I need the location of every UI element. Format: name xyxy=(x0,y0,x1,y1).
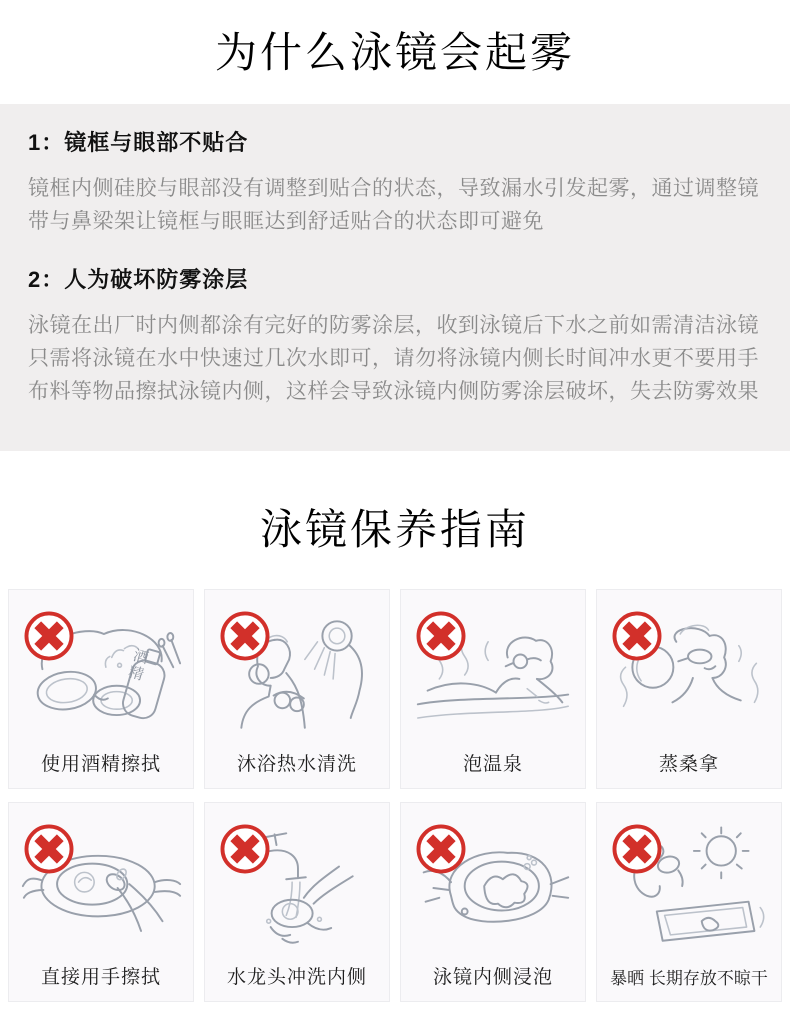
prohibition-icon xyxy=(219,823,271,875)
prohibition-icon xyxy=(23,823,75,875)
reason-1-heading: 1：镜框与眼部不贴合 xyxy=(28,130,249,155)
reason-2-body: 泳镜在出厂时内侧都涂有完好的防雾涂层，收到泳镜后下水之前如需清洁泳镜只需将泳镜在水中快速过几次水即可，请勿将泳镜内侧长时间冲水更不要用手布料等物品擦拭泳镜内侧，这样会导致泳镜内侧防雾涂层破坏，失去防雾效果 xyxy=(28,313,759,403)
fog-title-section xyxy=(0,0,790,104)
care-card-soaking xyxy=(400,802,586,1002)
care-card-sun-storage xyxy=(596,802,782,1002)
fog-title: 为什么泳镜会起雾 xyxy=(214,29,575,76)
prohibition-icon xyxy=(611,823,663,875)
alcohol-bottle-label: 酒精 xyxy=(124,646,151,684)
fog-info-panel xyxy=(0,104,790,451)
card-caption: 泡温泉 xyxy=(462,753,523,775)
reason-1-body: 镜框内侧硅胶与眼部没有调整到贴合的状态，导致漏水引发起雾，通过调整镜带与鼻梁架让镜框与眼眶达到舒适贴合的状态即可避免 xyxy=(28,177,759,233)
reason-2-heading: 2：人为破坏防雾涂层 xyxy=(28,266,249,292)
card-caption: 水龙头冲洗内侧 xyxy=(226,966,367,988)
card-caption: 沐浴热水清洗 xyxy=(236,753,357,775)
card-caption: 使用酒精擦拭 xyxy=(40,753,161,775)
prohibition-icon xyxy=(415,823,467,875)
care-card-grid xyxy=(0,589,790,1016)
card-caption: 暴晒 长期存放不晾干 xyxy=(610,968,768,988)
care-card-shower xyxy=(204,589,390,789)
care-card-alcohol xyxy=(8,589,194,789)
care-card-finger-wipe xyxy=(8,802,194,1002)
care-title-section xyxy=(0,451,790,589)
card-caption: 泳镜内侧浸泡 xyxy=(432,966,553,988)
care-title: 泳镜保养指南 xyxy=(259,505,530,553)
care-card-sauna xyxy=(596,589,782,789)
card-caption: 直接用手擦拭 xyxy=(40,966,161,988)
care-card-hot-spring xyxy=(400,589,586,789)
card-caption: 蒸桑拿 xyxy=(658,753,719,775)
prohibition-icon xyxy=(219,610,271,662)
care-card-faucet xyxy=(204,802,390,1002)
prohibition-icon xyxy=(611,610,663,662)
prohibition-icon xyxy=(23,610,75,662)
prohibition-icon xyxy=(415,610,467,662)
